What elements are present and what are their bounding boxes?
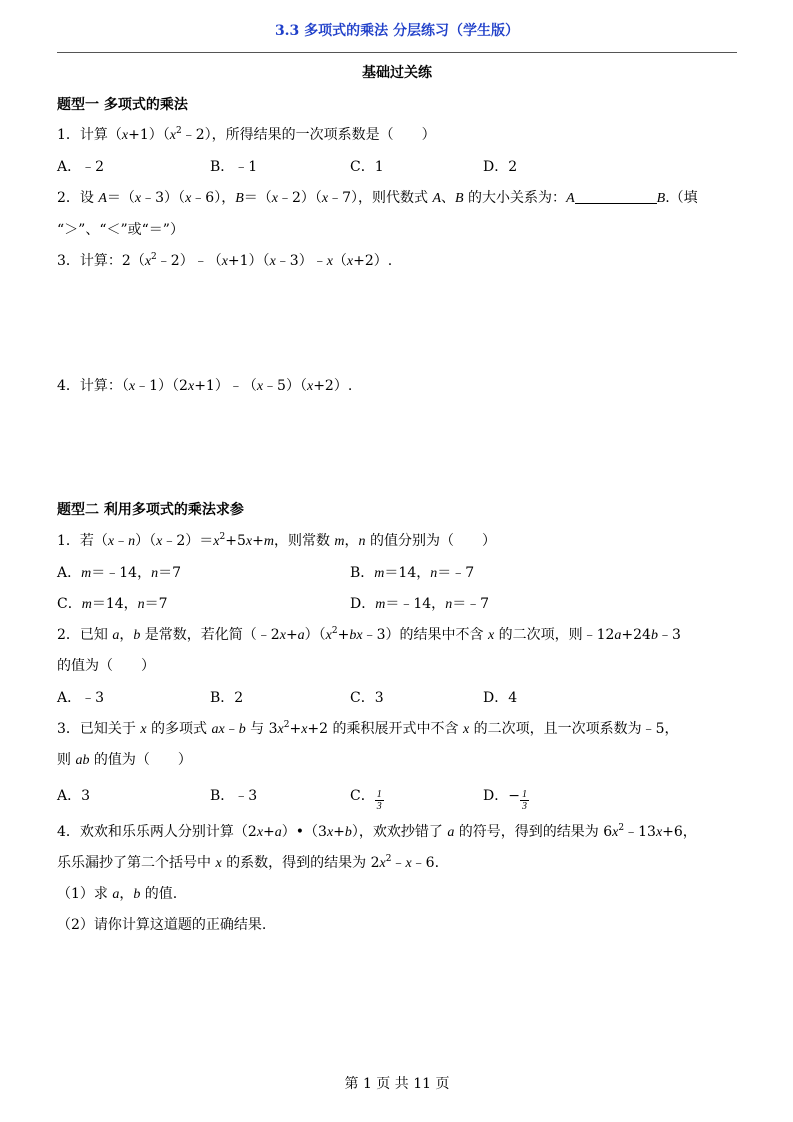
page-header-title: 3.3 多项式的乘法 分层练习（学生版） xyxy=(274,23,520,39)
type2-heading: 题型二 利用多项式的乘法求参 xyxy=(57,502,244,518)
type2-q3-option-b: B．﹣3 xyxy=(210,788,258,804)
section-title: 基础过关练 xyxy=(362,65,432,81)
type2-q4-line2: 乐乐漏抄了第二个括号中 x 的系数，得到的结果为 $2x^2﹣x﹣6$. xyxy=(57,854,440,871)
page-footer: 第 1 页 共 11 页 xyxy=(344,1076,450,1092)
type2-q2-line2: 的值为（ ） xyxy=(57,658,155,674)
type1-q1-option-d: D．2 xyxy=(483,159,518,175)
type2-q2-option-b: B．2 xyxy=(210,690,244,706)
type2-q1-option-c: C．m＝14，n＝7 xyxy=(57,596,168,612)
type2-q1-option-b: B．m＝14，n＝﹣7 xyxy=(350,565,475,581)
type2-q1-stem: 1．若$(x﹣n)(x﹣2)=x^2+5x+m$，则常数 m，n 的值分别为（ ） xyxy=(57,532,496,549)
fraction-one-third: $\frac{1}{3}$ xyxy=(521,789,527,812)
type2-q4-sub1: （1）求 a，b 的值. xyxy=(57,886,178,902)
type1-q4-stem: 4．计算：（x﹣1）（2x+1）﹣（x﹣5）（x+2）. xyxy=(57,378,353,394)
type2-q3-line2: 则 ab 的值为（ ） xyxy=(57,752,192,768)
type2-q2-option-a: A．﹣3 xyxy=(57,690,105,706)
type1-q1-stem: 1．计算$(x+1)(x^2﹣2)$，所得结果的一次项系数是（ ） xyxy=(57,126,436,143)
type1-q2-line1: 2．设 A＝（x﹣3）（x﹣6），B＝（x﹣2）（x﹣7），则代数式 A、B 的大小关系为：A B.（填 xyxy=(57,190,698,206)
header-divider xyxy=(57,52,737,53)
type2-q3-option-a: A．3 xyxy=(57,788,91,804)
type1-q3-stem: 3．计算：$2(x^2﹣2)﹣(x+1)(x﹣3)﹣x(x+2)$. xyxy=(57,252,393,269)
type2-q3-option-c: C． $\frac{1}{3}$ xyxy=(350,788,382,812)
type2-q4-sub2: （2）请你计算这道题的正确结果. xyxy=(57,917,267,933)
type2-q2-option-c: C．3 xyxy=(350,690,384,706)
type2-q1-option-a: A．m＝﹣14，n＝7 xyxy=(57,565,181,581)
type1-heading: 题型一 多项式的乘法 xyxy=(57,97,188,113)
type1-q1-option-c: C．1 xyxy=(350,159,384,175)
type1-q2-line2: “＞”、“＜”或“＝”） xyxy=(57,222,184,238)
type2-q3-option-d: D．− $\frac{1}{3}$ xyxy=(483,788,527,812)
type2-q3-line1: 3．已知关于 x 的多项式 ax﹣b 与 $3x^2+x+2$ 的乘积展开式中不含 x 的二次项，且一次项系数为﹣5， xyxy=(57,720,679,737)
answer-blank[interactable] xyxy=(575,189,657,204)
type1-q1-option-b: B．﹣1 xyxy=(210,159,258,175)
type2-q2-line1: 2．已知 a，b 是常数，若化简$(﹣2x+a)(x^2+bx﹣3)$的结果中不含 x 的二次项，则﹣12a+24b﹣3 xyxy=(57,626,681,643)
type1-q1-option-a: A．﹣2 xyxy=(57,159,105,175)
type2-q1-option-d: D．m＝﹣14，n＝﹣7 xyxy=(350,596,490,612)
fraction-one-third: $\frac{1}{3}$ xyxy=(376,789,382,812)
type2-q4-line1: 4．欢欢和乐乐两人分别计算（2x+a）•（3x+b），欢欢抄错了 a 的符号，得到的结果为 $6x^2﹣13x+6$， xyxy=(57,823,697,840)
type2-q2-option-d: D．4 xyxy=(483,690,518,706)
